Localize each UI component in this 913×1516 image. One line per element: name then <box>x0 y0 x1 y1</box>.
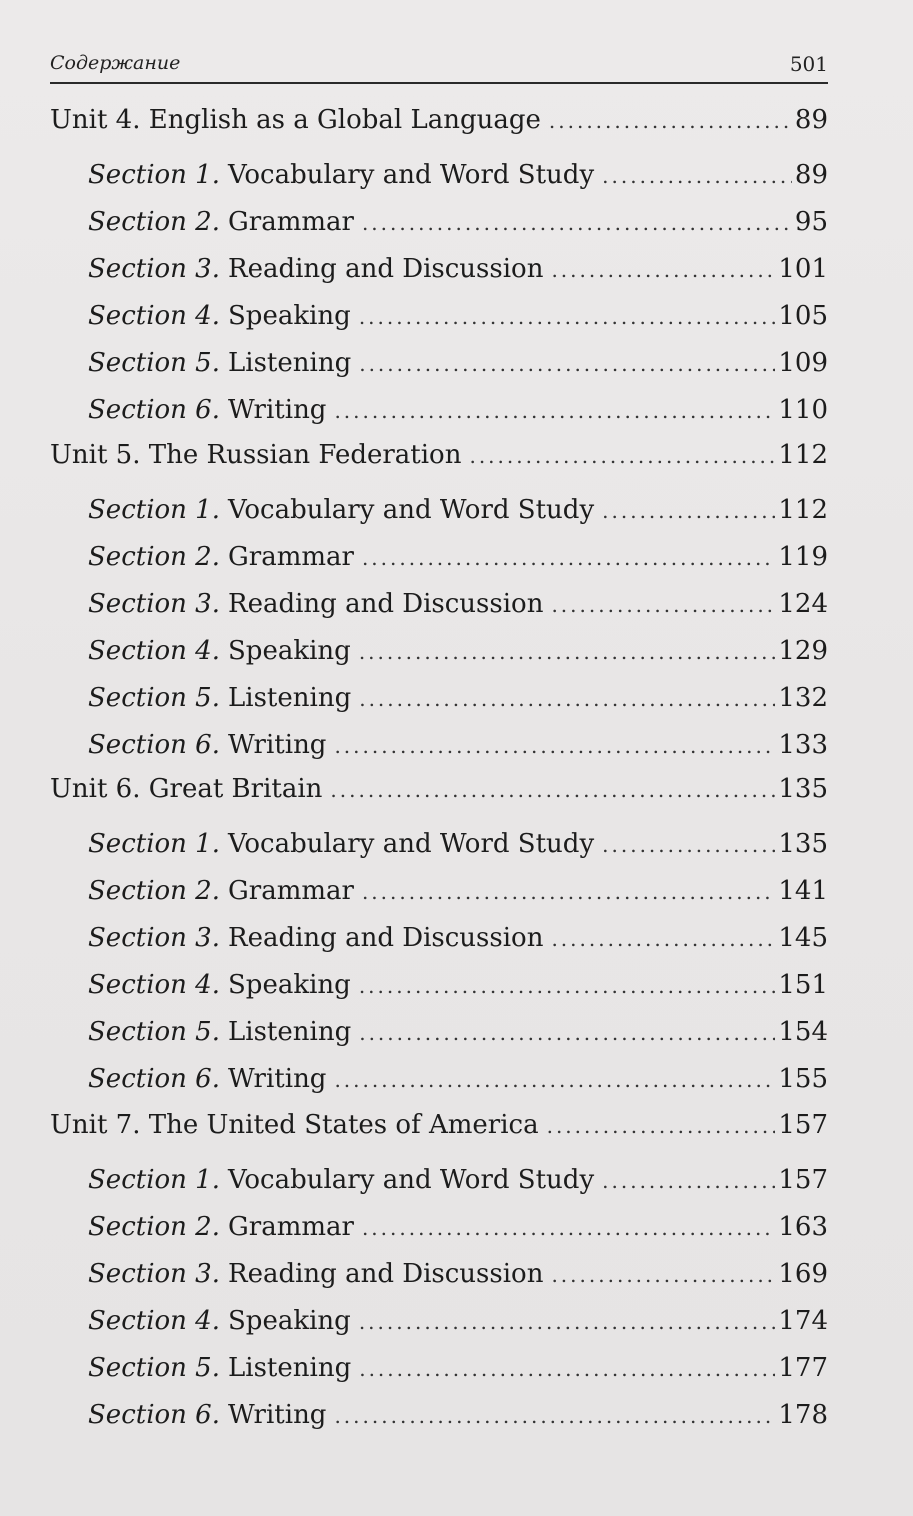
header-title: Содержание <box>50 52 181 74</box>
toc-section-title: Listening <box>228 683 352 713</box>
dot-leader <box>359 969 776 1003</box>
toc-section-title: Reading and Discussion <box>228 1259 544 1289</box>
dot-leader <box>602 159 792 193</box>
toc-section-prefix: Section 5. <box>88 1353 220 1383</box>
toc-section-title: Vocabulary and Word Study <box>228 1165 595 1195</box>
toc-section-title: Vocabulary and Word Study <box>228 160 595 190</box>
toc-section-page: 174 <box>778 1306 828 1336</box>
toc-unit-page: 157 <box>778 1110 828 1140</box>
toc-section-title: Listening <box>228 1017 352 1047</box>
dot-leader <box>359 1352 775 1386</box>
header-page-number: 501 <box>789 52 828 76</box>
dot-leader <box>359 682 775 716</box>
toc-section-title: Vocabulary and Word Study <box>228 829 595 859</box>
toc-section-page: 129 <box>778 636 828 666</box>
dot-leader <box>362 206 792 240</box>
toc-section-prefix: Section 1. <box>88 1165 220 1195</box>
toc-section-prefix: Section 1. <box>88 495 220 525</box>
dot-leader <box>547 1109 776 1143</box>
toc-section-prefix: Section 3. <box>88 254 220 284</box>
dot-leader <box>362 1211 775 1245</box>
toc-section-prefix: Section 3. <box>88 923 220 953</box>
toc-section-prefix: Section 6. <box>88 395 220 425</box>
toc-section-prefix: Section 1. <box>88 160 220 190</box>
toc-section-prefix: Section 4. <box>88 636 220 666</box>
toc-section-row <box>88 252 828 287</box>
toc-section-page: 95 <box>794 207 828 237</box>
dot-leader <box>334 729 775 763</box>
toc-section-title: Grammar <box>228 207 354 237</box>
toc-section-prefix: Section 4. <box>88 970 220 1000</box>
toc-section-row <box>88 1304 828 1339</box>
toc-section-title: Writing <box>228 395 327 425</box>
dot-leader <box>362 541 775 575</box>
toc-section-row <box>88 634 828 669</box>
dot-leader <box>359 1016 775 1050</box>
toc-section-row <box>88 1163 828 1198</box>
toc-section-page: 112 <box>778 495 828 525</box>
toc-section-prefix: Section 5. <box>88 348 220 378</box>
toc-section-page: 155 <box>778 1064 828 1094</box>
dot-leader <box>330 773 775 807</box>
toc-section-page: 141 <box>778 876 828 906</box>
toc-section-page: 154 <box>778 1017 828 1047</box>
dot-leader <box>551 922 775 956</box>
toc-section-row <box>88 540 828 575</box>
dot-leader <box>334 1063 775 1097</box>
dot-leader <box>334 1399 775 1433</box>
dot-leader <box>551 253 775 287</box>
toc-section-prefix: Section 5. <box>88 1017 220 1047</box>
toc-unit-page: 89 <box>794 105 828 135</box>
toc-unit-title: Unit 5. The Russian Federation <box>50 440 462 470</box>
toc-section-page: 151 <box>778 970 828 1000</box>
toc-section-title: Grammar <box>228 1212 354 1242</box>
toc-section-prefix: Section 5. <box>88 683 220 713</box>
dot-leader <box>549 104 792 138</box>
toc-section-title: Writing <box>228 730 327 760</box>
toc-section-row <box>88 205 828 240</box>
toc-section-page: 178 <box>778 1400 828 1430</box>
toc-section-row <box>88 968 828 1003</box>
toc-section-row <box>88 1210 828 1245</box>
toc-section-title: Speaking <box>228 636 351 666</box>
toc-section-page: 110 <box>778 395 828 425</box>
toc-section-page: 105 <box>778 301 828 331</box>
toc-section-title: Reading and Discussion <box>228 589 544 619</box>
toc-section-row <box>88 1398 828 1433</box>
toc-section-prefix: Section 2. <box>88 1212 220 1242</box>
toc-section-row <box>88 1062 828 1097</box>
toc-section-page: 135 <box>778 829 828 859</box>
toc-section-row <box>88 299 828 334</box>
toc-section-row <box>88 874 828 909</box>
toc-section-row <box>88 1351 828 1386</box>
toc-section-page: 145 <box>778 923 828 953</box>
dot-leader <box>362 875 775 909</box>
toc-section-row <box>88 1015 828 1050</box>
toc-section-row <box>88 346 828 381</box>
dot-leader <box>359 1305 776 1339</box>
toc-section-prefix: Section 4. <box>88 1306 220 1336</box>
toc-section-row <box>88 158 828 193</box>
toc-section-row <box>88 728 828 763</box>
toc-section-title: Speaking <box>228 1306 351 1336</box>
dot-leader <box>551 588 775 622</box>
toc-section-page: 119 <box>778 542 828 572</box>
dot-leader <box>602 494 775 528</box>
toc-section-title: Writing <box>228 1400 327 1430</box>
toc-section-prefix: Section 1. <box>88 829 220 859</box>
dot-leader <box>334 394 775 428</box>
toc-section-row <box>88 393 828 428</box>
toc-section-row <box>88 827 828 862</box>
toc-unit-title: Unit 4. English as a Global Language <box>50 105 541 135</box>
toc-unit-row <box>50 103 828 138</box>
toc-section-title: Listening <box>228 1353 352 1383</box>
toc-section-page: 169 <box>778 1259 828 1289</box>
toc-section-row <box>88 493 828 528</box>
toc-section-page: 124 <box>778 589 828 619</box>
toc-section-title: Reading and Discussion <box>228 923 544 953</box>
toc-section-page: 177 <box>778 1353 828 1383</box>
toc-section-prefix: Section 2. <box>88 876 220 906</box>
toc-section-row <box>88 681 828 716</box>
dot-leader <box>469 439 775 473</box>
toc-section-page: 163 <box>778 1212 828 1242</box>
dot-leader <box>551 1258 775 1292</box>
toc-section-page: 101 <box>778 254 828 284</box>
toc-section-prefix: Section 6. <box>88 730 220 760</box>
toc-section-title: Listening <box>228 348 352 378</box>
dot-leader <box>359 300 776 334</box>
toc-section-title: Reading and Discussion <box>228 254 544 284</box>
toc-section-row <box>88 587 828 622</box>
toc-unit-row <box>50 1108 828 1143</box>
toc-section-page: 89 <box>794 160 828 190</box>
toc-section-title: Speaking <box>228 301 351 331</box>
toc-section-page: 109 <box>778 348 828 378</box>
toc-unit-page: 135 <box>778 774 828 804</box>
toc-section-title: Speaking <box>228 970 351 1000</box>
toc-section-page: 133 <box>778 730 828 760</box>
toc-section-title: Writing <box>228 1064 327 1094</box>
toc-section-prefix: Section 2. <box>88 542 220 572</box>
toc-unit-title: Unit 7. The United States of America <box>50 1110 539 1140</box>
toc-section-title: Grammar <box>228 876 354 906</box>
dot-leader <box>359 635 776 669</box>
toc-section-prefix: Section 6. <box>88 1400 220 1430</box>
toc-unit-row <box>50 438 828 473</box>
toc-section-prefix: Section 3. <box>88 589 220 619</box>
toc-unit-page: 112 <box>778 440 828 470</box>
toc-section-prefix: Section 2. <box>88 207 220 237</box>
dot-leader <box>602 828 775 862</box>
toc-unit-row <box>50 772 828 807</box>
toc-section-row <box>88 1257 828 1292</box>
toc-section-page: 157 <box>778 1165 828 1195</box>
toc-unit-title: Unit 6. Great Britain <box>50 774 323 804</box>
toc-section-page: 132 <box>778 683 828 713</box>
dot-leader <box>602 1164 775 1198</box>
toc-section-prefix: Section 3. <box>88 1259 220 1289</box>
toc-section-prefix: Section 6. <box>88 1064 220 1094</box>
toc-section-title: Vocabulary and Word Study <box>228 495 595 525</box>
dot-leader <box>359 347 775 381</box>
toc-section-title: Grammar <box>228 542 354 572</box>
toc-section-prefix: Section 4. <box>88 301 220 331</box>
toc-section-row <box>88 921 828 956</box>
